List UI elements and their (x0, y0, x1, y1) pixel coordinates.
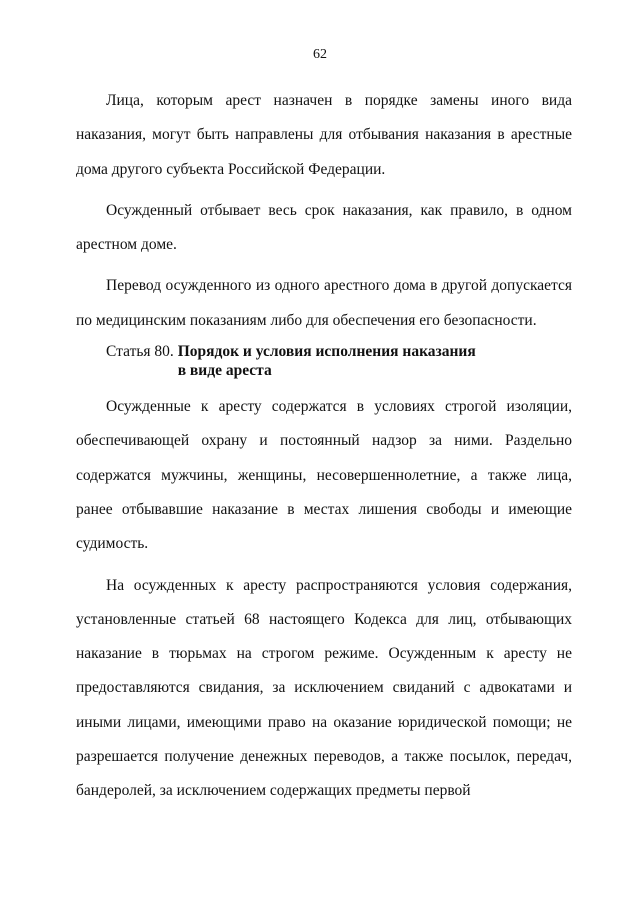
paragraph-conditions: На осужденных к аресту распространяются условия содержания, установленные статьей 68 настоящего Кодекса для лиц, отбывающих наказание в тюрьмах на строгом режиме. Осужденным к аресту не предоставляются свидания, за исключением свиданий с адвокатами и иными лицами, имеющими право на оказание юридической помощи; не разрешается получение денежных переводов, а также посылок, передач, бандеролей, за исключением содержащих предметы первой (76, 576, 572, 800)
paragraph-transfer: Перевод осужденного из одного арестного дома в другой допускается по медицинским показаниям либо для обеспечения его безопасности. (76, 277, 572, 329)
article-heading (76, 342, 572, 380)
article-number: Статья 80. (106, 343, 178, 361)
page-number: 62 (313, 47, 327, 62)
article-title: Порядок и условия исполнения наказания в виде ареста (177, 343, 476, 380)
paragraph-full-term: Осужденный отбывает весь срок наказания, как правило, в одном арестном доме. (76, 201, 572, 254)
paragraph-isolation: Осужденные к аресту содержатся в условиях строгой изоляции, обеспечивающей охрану и постоянный надзор за ними. Раздельно содержатся мужчины, женщины, несовершеннолетние, а также лица, ранее отбывавшие наказание в местах лишения свободы и имеющие судимость. (76, 398, 572, 553)
document-body (76, 84, 572, 816)
paragraph-arrest-substitution: Лица, которым арест назначен в порядке замены иного вида наказания, могут быть направлены для отбывания наказания в арестные дома другого субъекта Российской Федерации. (76, 92, 572, 178)
